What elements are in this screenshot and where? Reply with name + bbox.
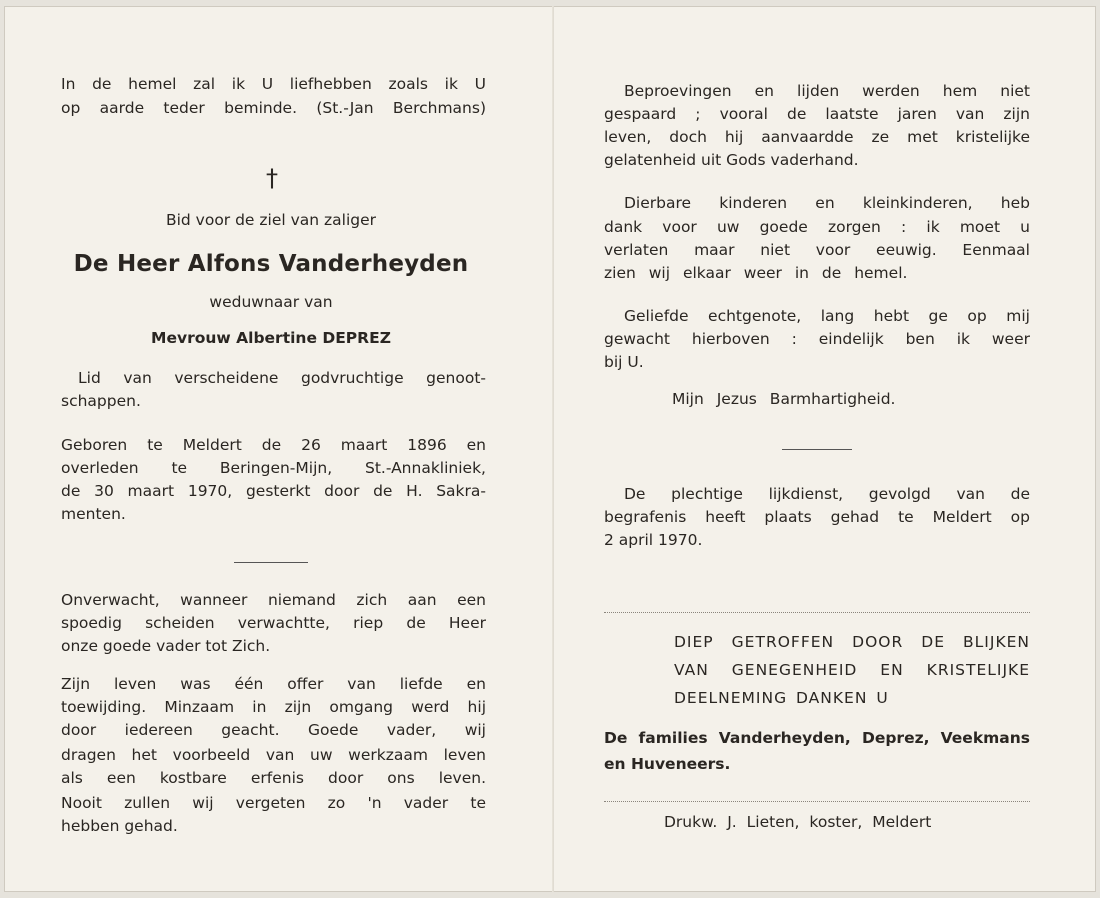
pray-line: Bid voor de ziel van zaliger: [165, 211, 377, 229]
quote-line-2: op aarde teder beminde. (St.-Jan Berchmans): [61, 99, 486, 117]
card-fold: [552, 6, 554, 892]
paragraph2-line-1: Zijn leven was één offer van liefde en: [61, 675, 486, 693]
separator-rule: [782, 449, 852, 450]
families-line-1: De families Vanderheyden, Deprez, Veekmans: [604, 729, 1030, 747]
paragraph2-line-2: toewijding. Minzaam in zijn omgang werd hij: [61, 698, 486, 716]
funeral-line-3: 2 april 1970.: [604, 531, 703, 549]
children-line-4: zien wij elkaar weer in de hemel.: [604, 264, 908, 282]
member-line-2: schappen.: [61, 392, 141, 410]
thanks-line-3: DEELNEMING DANKEN U: [674, 689, 889, 707]
prayer-line: Mijn Jezus Barmhartigheid.: [672, 390, 896, 408]
funeral-line-2: begrafenis heeft plaats gehad te Meldert op: [604, 508, 1030, 526]
spouse-line-1: Geliefde echtgenote, lang hebt ge op mij: [624, 307, 1030, 325]
paragraph2-line-4: dragen het voorbeeld van uw werkzaam leven: [61, 746, 486, 764]
children-line-2: dank voor uw goede zorgen : ik moet u: [604, 218, 1030, 236]
thanks-line-1: DIEP GETROFFEN DOOR DE BLIJKEN: [674, 633, 1030, 651]
cross-icon: †: [266, 164, 278, 192]
paragraph2-line-5: als een kostbare erfenis door ons leven.: [61, 769, 486, 787]
paragraph2-line-3: door iedereen geacht. Goede vader, wij: [61, 721, 486, 739]
memorial-card: [4, 6, 1096, 892]
widower-of: weduwnaar van: [209, 293, 333, 311]
trials-line-2: gespaard ; vooral de laatste jaren van zijn: [604, 105, 1030, 123]
paragraph1-line-3: onze goede vader tot Zich.: [61, 637, 271, 655]
trials-line-3: leven, doch hij aanvaardde ze met kristelijke: [604, 128, 1030, 146]
funeral-line-1: De plechtige lijkdienst, gevolgd van de: [624, 485, 1030, 503]
paragraph2-line-7: hebben gehad.: [61, 817, 178, 835]
paragraph1-line-2: spoedig scheiden verwachtte, riep de Heer: [61, 614, 486, 632]
trials-line-4: gelatenheid uit Gods vaderhand.: [604, 151, 859, 169]
spouse-line-2: gewacht hierboven : eindelijk ben ik weer: [604, 330, 1030, 348]
born-line-4: menten.: [61, 505, 126, 523]
born-line-3: de 30 maart 1970, gesterkt door de H. Sakra-: [61, 482, 486, 500]
children-line-3: verlaten maar niet voor eeuwig. Eenmaal: [604, 241, 1030, 259]
thanks-line-2: VAN GENEGENHEID EN KRISTELIJKE: [674, 661, 1030, 679]
spouse-line-3: bij U.: [604, 353, 644, 371]
quote-line-1: In de hemel zal ik U liefhebben zoals ik U: [61, 75, 486, 93]
deceased-name: De Heer Alfons Vanderheyden: [73, 251, 469, 277]
spouse-name: Mevrouw Albertine DEPREZ: [151, 329, 391, 347]
born-line-2: overleden te Beringen-Mijn, St.-Annakliniek,: [61, 459, 486, 477]
families-line-2: en Huveneers.: [604, 755, 731, 773]
paragraph2-line-6: Nooit zullen wij vergeten zo 'n vader te: [61, 794, 486, 812]
dotted-rule: [604, 612, 1030, 613]
member-line-1: Lid van verscheidene godvruchtige genoot-: [78, 369, 486, 387]
trials-line-1: Beproevingen en lijden werden hem niet: [624, 82, 1030, 100]
separator-rule: [234, 562, 308, 563]
children-line-1: Dierbare kinderen en kleinkinderen, heb: [624, 194, 1030, 212]
dotted-rule: [604, 801, 1030, 802]
printer-credit: Drukw. J. Lieten, koster, Meldert: [664, 813, 932, 831]
paragraph1-line-1: Onverwacht, wanneer niemand zich aan een: [61, 591, 486, 609]
born-line-1: Geboren te Meldert de 26 maart 1896 en: [61, 436, 486, 454]
